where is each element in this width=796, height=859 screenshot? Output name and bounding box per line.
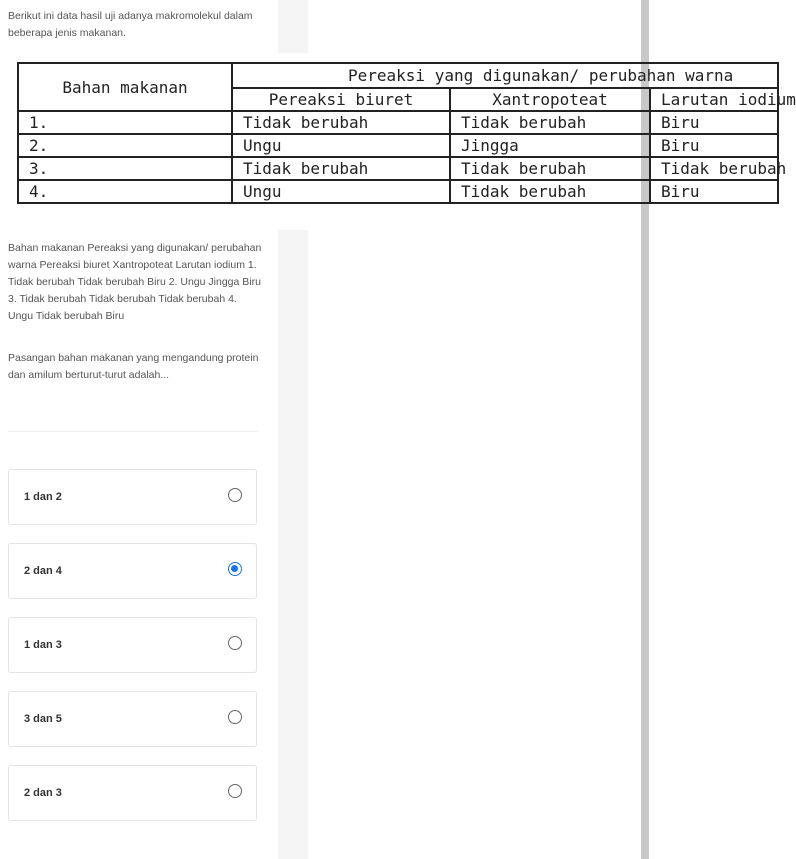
radio-button[interactable] <box>228 784 242 798</box>
subheader-xantropoteat: Xantropoteat <box>450 88 650 111</box>
question-text: Pasangan bahan makanan yang mengandung protein dan amilum berturut-turut adalah... <box>8 352 259 381</box>
table-cell: Biru <box>650 111 778 134</box>
option-label: 2 dan 4 <box>24 565 62 577</box>
answer-option-2[interactable] <box>8 543 257 599</box>
answer-option-5[interactable] <box>8 765 257 821</box>
subheader-iodium: Larutan iodium <box>650 88 778 111</box>
option-label: 2 dan 3 <box>24 787 62 799</box>
table-cell: 1. <box>18 111 232 134</box>
table-cell: Tidak berubah <box>450 157 650 180</box>
radio-button[interactable] <box>228 488 242 502</box>
side-gutter <box>278 230 308 859</box>
table-row <box>18 111 778 134</box>
data-table <box>17 62 796 204</box>
table-text: Bahan makanan Pereaksi yang digunakan/ perubahan warna Pereaksi biuret Xantropoteat Larutan iodium 1. Tidak berubah Tidak berubah Biru 2. Ungu Jingga Biru 3. Tidak berubah Tidak berubah Tidak berubah 4. Ungu Tidak berubah Biru <box>8 242 262 322</box>
table-cell: Biru <box>650 134 778 157</box>
option-label: 3 dan 5 <box>24 713 62 725</box>
side-gutter <box>278 0 308 53</box>
subheader-biuret: Pereaksi biuret <box>232 88 450 111</box>
table-cell: Tidak berubah <box>450 180 650 203</box>
table-cell: Tidak berubah <box>650 157 778 180</box>
answer-option-1[interactable] <box>8 469 257 525</box>
header-food: Bahan makanan <box>18 63 232 111</box>
header-reagent: Pereaksi yang digunakan/ perubahan warna <box>232 63 778 88</box>
table-cell: 4. <box>18 180 232 203</box>
table-row <box>18 134 778 157</box>
table-row <box>18 157 778 180</box>
table-cell: Tidak berubah <box>232 111 450 134</box>
table-row <box>18 180 778 203</box>
divider <box>8 431 258 432</box>
table-cell: Biru <box>650 180 778 203</box>
radio-button[interactable] <box>228 710 242 724</box>
radio-button[interactable] <box>228 636 242 650</box>
data-table-image <box>17 62 796 216</box>
table-cell: Tidak berubah <box>450 111 650 134</box>
answer-option-3[interactable] <box>8 617 257 673</box>
table-cell: 2. <box>18 134 232 157</box>
answer-option-4[interactable] <box>8 691 257 747</box>
table-cell: Ungu <box>232 134 450 157</box>
radio-button[interactable] <box>228 562 242 576</box>
option-label: 1 dan 2 <box>24 491 62 503</box>
table-cell: 3. <box>18 157 232 180</box>
table-cell: Tidak berubah <box>232 157 450 180</box>
option-label: 1 dan 3 <box>24 639 62 651</box>
intro-text: Berikut ini data hasil uji adanya makromolekul dalam beberapa jenis makanan. <box>8 10 253 39</box>
table-cell: Jingga <box>450 134 650 157</box>
table-cell: Ungu <box>232 180 450 203</box>
